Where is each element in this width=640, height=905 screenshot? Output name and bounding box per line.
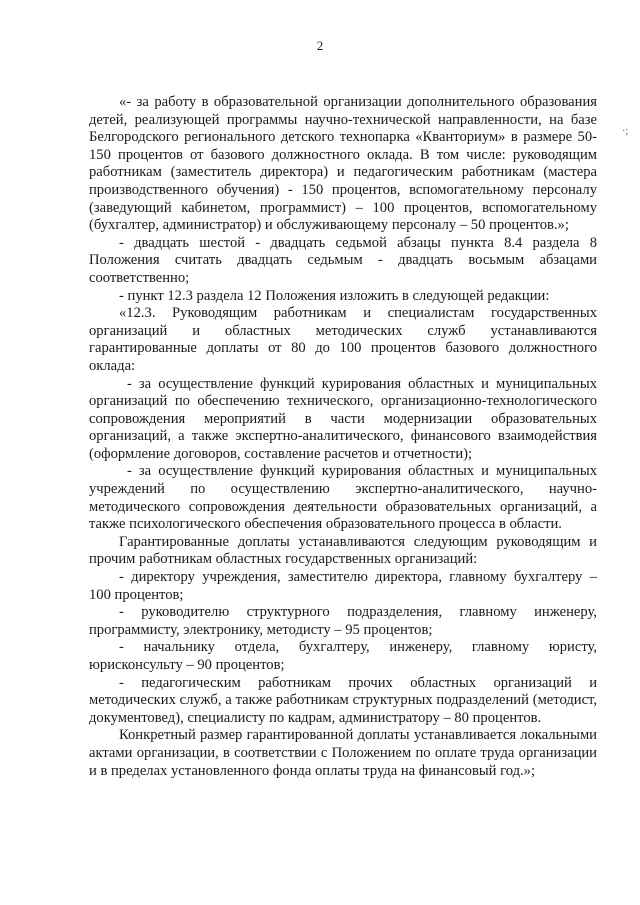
paragraph-item-12-3-intro: - пункт 12.3 раздела 12 Положения изложить в следующей редакции: (119, 287, 550, 304)
paragraph-curation-technical: - за осуществление функций курирования областных и муниципальных организаций по обеспечению технического, организационно-технологического сопровождения мероприятий в части модернизации образовательных организаций, а также экспертно-аналитического, финансового взаимодействия (оформление договоров, составление расчетов и отчетности); (89, 375, 597, 462)
list-item-pedagogical-staff: - педагогическим работникам прочих областных организаций и методических служб, а также работникам структурных подразделений (методист, документовед), специалисту по кадрам, администратору – 80 процентов. (89, 674, 597, 726)
page-number: 2 (316, 38, 324, 53)
list-item-department-head: - руководителю структурного подразделения, главному инженеру, программисту, электронику, методисту – 95 процентов; (89, 604, 597, 638)
paragraph-kvantorium-bonus: «- за работу в образовательной организации дополнительного образования детей, реализующей программы научно-технической направленности, на базе Белгородского регионального детского технопарка «Кванториум» в размере 50-150 процентов от базового должностного оклада. В том числе: руководящим работникам (заместитель директора) и педагогическим работникам (мастера производственного обучения) - 150 процентов, вспомогательному персоналу (заведующий кабинетом, программист) – 100 процентов, вспомогательному (бухгалтер, администратор) и обслуживающему персоналу – 50 процентов.»; (89, 94, 597, 234)
list-item-director: - директору учреждения, заместителю директора, главному бухгалтеру – 100 процентов; (89, 569, 597, 603)
paragraph-guaranteed-payments: Гарантированные доплаты устанавливаются следующим руководящим и прочим работникам областных государственных организаций: (89, 533, 597, 568)
paragraph-specific-amount: Конкретный размер гарантированной доплаты устанавливается локальными актами организации, в соответствии с Положением по оплате труда организации и в пределах установленного фонда оплаты труда на финансовый год.»; (89, 727, 597, 779)
margin-mark: ·; (622, 126, 629, 137)
list-item-section-chief: - начальнику отдела, бухгалтеру, инженеру, главному юристу, юрисконсульту – 90 процентов; (89, 639, 597, 673)
document-body (89, 94, 597, 780)
paragraph-curation-expert: - за осуществление функций курирования областных и муниципальных учреждений по осуществлению экспертно-аналитического, научно-методического сопровождения деятельности образовательных организаций, а также психологического обеспечения образовательного процесса в области. (89, 463, 597, 533)
paragraph-renumbering: - двадцать шестой - двадцать седьмой абзацы пункта 8.4 раздела 8 Положения считать двадцать седьмым - двадцать восьмым абзацами соответственно; (89, 234, 597, 286)
paragraph-item-12-3: «12.3. Руководящим работникам и специалистам государственных организаций и областных методических служб устанавливаются гарантированные доплаты от 80 до 100 процентов базового должностного оклада: (89, 305, 597, 374)
